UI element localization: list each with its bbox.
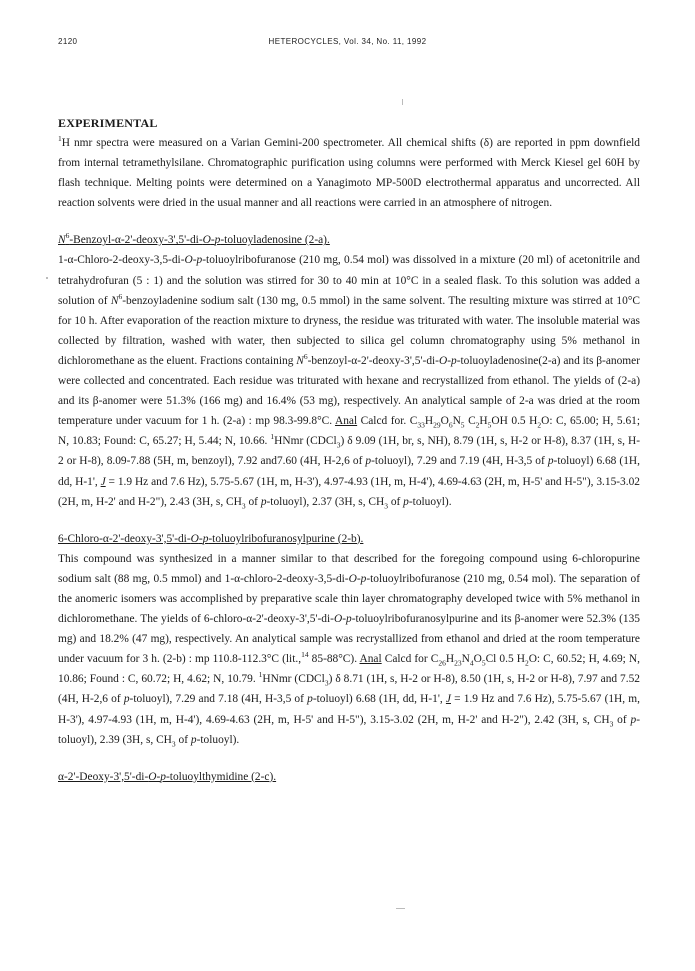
compound-section-2b <box>58 529 640 750</box>
compound-section-2c <box>58 767 640 787</box>
experimental-intro: $^1$H nmr spectra were measured on a Varian Gemini-200 spectrometer. All chemical shifts (δ) are reported in ppm downfield from internal tetramethylsilane. Chromatographic purification using columns were performed with Merck Kiesel gel 60H by flash technique. Melting points were determined on a Yanagimoto MP-500D electrothermal apparatus and uncorrected. All reaction solvents were dried in the usual manner and all reactions were carried in an atmosphere of nitrogen. <box>58 134 640 210</box>
scan-speck <box>402 99 403 105</box>
article-body <box>58 113 640 787</box>
section-heading: EXPERIMENTAL <box>58 116 158 130</box>
compound-procedure-2b: This compound was synthesized in a manner similar to that described for the foregoing compound using 6-chloropurine sodium salt (88 mg, 0.5 mmol) and 1-α-chloro-2-deoxy-3,5-di-O-p-toluoylribofuranose (210 mg, 0.54 mol). The separation of the anomeric isomers was accomplished by preparative scale thin layer chromatography developed twice with 5% methanol in dichloromethane. The yields of 6-chloro-α-2'-deoxy-3',5'-di-O-p-toluoylribofuranosylpurine and its β-anomer were 52.3% (135 mg) and 18.2% (47 mg), respectively. An analytical sample was recrystallized from ethanol and dried at the room temperature under vacuum for 3 h. (2-b) : mp 110.8-112.3°C (lit.,$^{14}$ 85-88°C). Anal Calcd for $C_{26}H_{23}N_4O_5Cl$ 0.5 $H_2O$: C, 60.52; H, 4.69; N, 10.86; Found : C, 60.72; H, 4.62; N, 10.79. $^1$HNmr (CDCl$_3$) δ 8.71 (1H, s, H-2 or H-8), 8.50 (1H, s, H-2 or H-8), 7.97 and 7.52 (4H, H-2,6 of p-toluoyl), 7.29 and 7.18 (4H, H-3,5 of p-toluoyl) 6.68 (1H, dd, H-1', J = 1.9 Hz and 7.6 Hz), 5.75-5.67 (1H, m, H-3'), 4.97-4.93 (1H, m, H-4'), 4.69-4.63 (2H, m, H-5' and H-5"), 3.15-3.02 (2H, m, H-2' and H-2"), 2.42 (3H, s, $CH_3$ of p-toluoyl), 2.39 (3H, s, $CH_3$ of p-toluoyl). <box>58 552 641 748</box>
scan-speck <box>46 277 48 279</box>
scan-speck <box>396 908 405 909</box>
compound-title-2c: α-2'-Deoxy-3',5'-di-O-p-toluoylthymidine (2-c). <box>58 770 277 783</box>
journal-title: HETEROCYCLES, Vol. 34, No. 11, 1992 <box>268 37 427 46</box>
compound-title-2b: 6-Chloro-α-2'-deoxy-3',5'-di-O-p-toluoylribofuranosylpurine (2-b). <box>58 532 364 545</box>
compound-title-2a: $N^6-Benzoyl-\alpha-2'-deoxy-3',5'-di-O-p$-toluoyladenosine (2-a). <box>58 231 330 247</box>
page-number: 2120 <box>58 37 78 46</box>
compound-section-2a <box>58 230 640 511</box>
compound-procedure-2a: 1-α-Chloro-2-deoxy-3,5-di-O-p-toluoylribofuranose (210 mg, 0.54 mol) was dissolved in a mixture (20 ml) of acetonitrile and tetrahydrofuran (5 : 1) and the solution was stirred for 30 to 40 min at 10°C in a sealed flask. To this solution was added a solution of $N^6$-benzoyladenine sodium salt (130 mg, 0.5 mmol) in the same solvent. The resulting mixture was stirred at 10°C for 10 h. After evaporation of the reaction mixture to dryness, the residue was triturated with water. The insoluble material was collected by filtration, washed with water, then subjected to silica gel column chromatography using 5% methanol in dichloromethane as the eluent. Fractions containing $N^6-benzoyl-\alpha-2'-deoxy-3',5'-di-O-p-toluoyladenosine(2-a)$ and its β-anomer were collected and concentrated. Each residue was triturated with hexane and recrystallized from ethanol. The yields of (2-a) and its β-anomer were 51.3% (166 mg) and 16.4% (53 mg), respectively. An analytical sample of 2-a was dried at the room temperature under vacuum for 1 h. (2-a) : mp 98.3-99.8°C. Anal Calcd for. $C_{33}H_{29}O_6N_5$ $C_2H_5OH$ 0.5 $H_2O$: C, 65.00; H, 5.61; N, 10.83; Found: C, 65.27; H, 5.44; N, 10.66. $^1$HNmr (CDCl$_3$) δ 9.09 (1H, br, s, NH), 8.79 (1H, s, H-2 or H-8), 8.37 (1H, s, H-2 or H-8), 8.09-7.88 (5H, m, benzoyl), 7.92 and7.60 (4H, H-2,6 of p-toluoyl), 7.29 and 7.19 (4H, H-3,5 of p-toluoyl) 6.68 (1H, dd, H-1', J = 1.9 Hz and 7.6 Hz), 5.75-5.67 (1H, m, H-3'), 4.97-4.93 (1H, m, H-4'), 4.69-4.63 (2H, m, H-5' and H-5"), 3.15-3.02 (2H, m, H-2' and H-2"), 2.43 (3H, s, $CH_3$ of p-toluoyl), 2.37 (3H, s, $CH_3$ of p-toluoyl). <box>58 254 640 510</box>
